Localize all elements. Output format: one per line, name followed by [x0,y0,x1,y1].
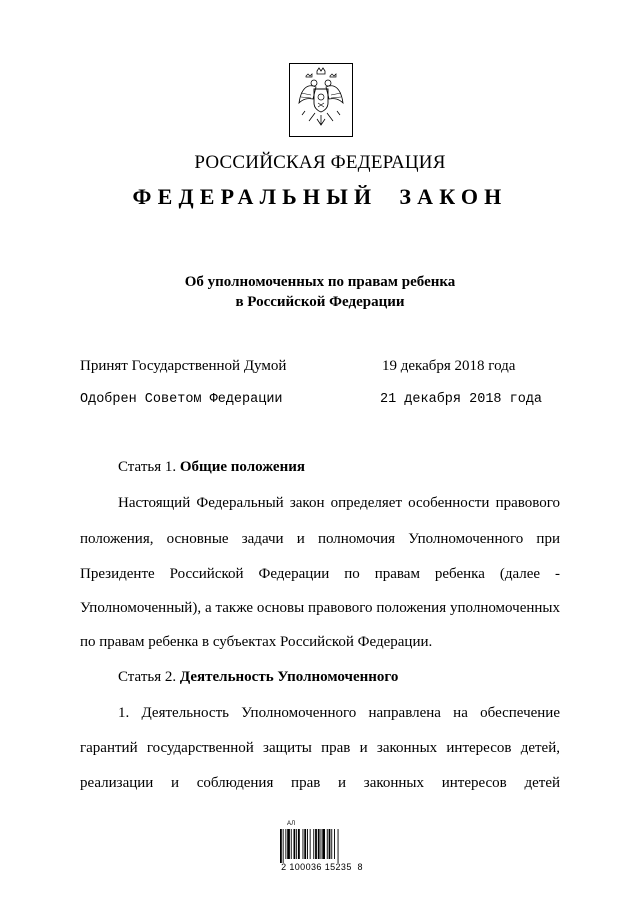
article1-line: Уполномоченный), а также основы правового положения уполномоченных [80,600,560,616]
duma-label: Принят Государственной Думой [80,358,287,374]
article2-prefix: Статья 2. [118,669,177,685]
law-type-heading [0,184,640,210]
law-type-word2: ЗАКОН [399,184,508,209]
law-title [0,272,640,312]
law-title-line2: в Российской Федерации [235,294,405,310]
barcode-bar [313,829,314,859]
law-title-line1: Об уполномоченных по правам ребенка [184,274,456,290]
barcode-bar [322,829,325,859]
article2-line: 1. Деятельность Уполномоченного направлена на обеспечение [118,705,560,721]
council-date: 21 декабря 2018 года [380,392,543,407]
barcode-bar [338,829,339,863]
barcode-bar [307,829,308,859]
country-heading: РОССИЙСКАЯ ФЕДЕРАЦИЯ [194,152,446,173]
barcode-mark: АЛ [287,821,296,827]
article2-line: реализации и соблюдения прав и законных интересов детей [80,775,560,791]
barcode-bar [303,829,304,859]
article2-heading [118,669,398,686]
law-type-word1: ФЕДЕРАЛЬНЫЙ [132,184,378,209]
article1-line: по правам ребенка в субъектах Российской Федерации. [80,634,433,650]
council-label: Одобрен Советом Федерации [80,392,283,407]
barcode-bar [294,829,296,859]
barcode-bar [285,829,286,859]
barcode-bar [291,829,292,859]
barcode-bar [296,829,297,859]
barcode-bar [315,829,317,859]
article1-title: Общие положения [179,459,305,475]
article1-heading [118,459,305,476]
barcode-digits: 2 100036 15235 8 [281,862,363,872]
barcode-bar [287,829,290,859]
article1-line: Президенте Российской Федерации по правам ребенка (далее - [80,566,560,582]
duma-date: 19 декабря 2018 года [382,358,516,374]
barcode-bar [329,829,331,859]
barcode-bar [283,829,284,863]
barcode-bar [334,829,335,859]
barcode [279,829,362,863]
barcode-bar [298,829,300,859]
article1-line: положения, основные задачи и полномочия Уполномоченного при [80,531,560,547]
barcode-bar [304,829,306,859]
coat-of-arms-emblem [289,63,353,137]
article1-prefix: Статья 1. [118,459,177,475]
barcode-bar [327,829,328,859]
article1-line: Настоящий Федеральный закон определяет особенности правового [118,495,560,511]
barcode-bar [321,829,322,859]
barcode-bar [318,829,320,859]
article2-title: Деятельность Уполномоченного [179,669,399,685]
article2-line: гарантий государственной защиты прав и законных интересов детей, [80,740,560,756]
barcode-bar [310,829,311,859]
barcode-bar [331,829,332,859]
barcode-bar [280,829,282,863]
